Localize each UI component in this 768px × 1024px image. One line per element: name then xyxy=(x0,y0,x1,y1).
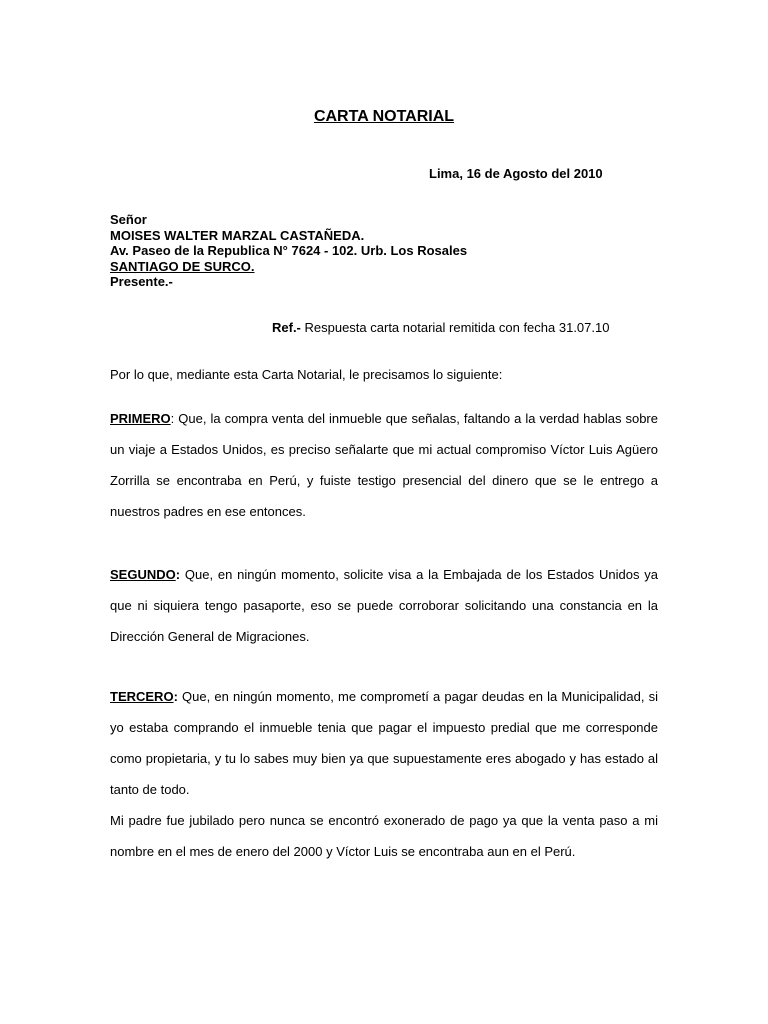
paragraph-text: Que, la compra venta del inmueble que señalas, faltando a la verdad hablas sobre un viaje a Estados Unidos, es preciso señalarte que mi actual compromiso Víctor Luis Agüero Zorrilla se encontraba en Perú, y fuiste testigo presencial del dinero que se le entrego a nuestros padres en ese entonces. xyxy=(110,411,658,519)
paragraph-text: Que, en ningún momento, solicite visa a la Embajada de los Estados Unidos ya que ni siquiera tengo pasaporte, eso se puede corroborar solicitando una constancia en la Dirección General de Migraciones. xyxy=(110,567,658,644)
paragraph-segundo xyxy=(110,559,658,652)
recipient-name: MOISES WALTER MARZAL CASTAÑEDA. xyxy=(110,227,365,243)
paragraph-label: PRIMERO xyxy=(110,411,171,426)
paragraph-text: Que, en ningún momento, me comprometí a pagar deudas en la Municipalidad, si yo estaba comprando el inmueble tenia que pagar el impuesto predial que me corresponde como propietaria, y tu lo sabes muy bien ya que supuestamente eres abogado y has estado al tanto de todo. xyxy=(110,689,658,797)
paragraph-colon: : xyxy=(175,567,181,582)
paragraph-padre: Mi padre fue jubilado pero nunca se encontró exonerado de pago ya que la venta paso a mi nombre en el mes de enero del 2000 y Víctor Luis se encontraba aun en el Perú. xyxy=(110,813,658,859)
paragraph-label: SEGUNDO xyxy=(110,567,176,582)
paragraph-colon: : xyxy=(173,689,178,704)
paragraph-colon: : xyxy=(170,411,175,426)
reference-label: Ref.- xyxy=(272,320,301,335)
recipient-block xyxy=(110,212,467,290)
letter-title: CARTA NOTARIAL xyxy=(313,108,455,125)
recipient-closing: Presente.- xyxy=(110,274,173,289)
letter-date: Lima, 16 de Agosto del 2010 xyxy=(429,166,603,181)
recipient-address: Av. Paseo de la Republica N° 7624 - 102. Urb. Los Rosales xyxy=(110,243,468,258)
paragraph-primero xyxy=(110,403,658,527)
recipient-district: SANTIAGO DE SURCO. xyxy=(110,258,255,274)
reference-line xyxy=(272,320,609,335)
paragraph-label: TERCERO xyxy=(110,689,174,704)
intro-text: Por lo que, mediante esta Carta Notarial, le precisamos lo siguiente: xyxy=(110,367,503,382)
recipient-salutation: Señor xyxy=(110,212,147,227)
paragraph-tercero xyxy=(110,681,658,805)
reference-text: Respuesta carta notarial remitida con fecha 31.07.10 xyxy=(300,320,610,335)
